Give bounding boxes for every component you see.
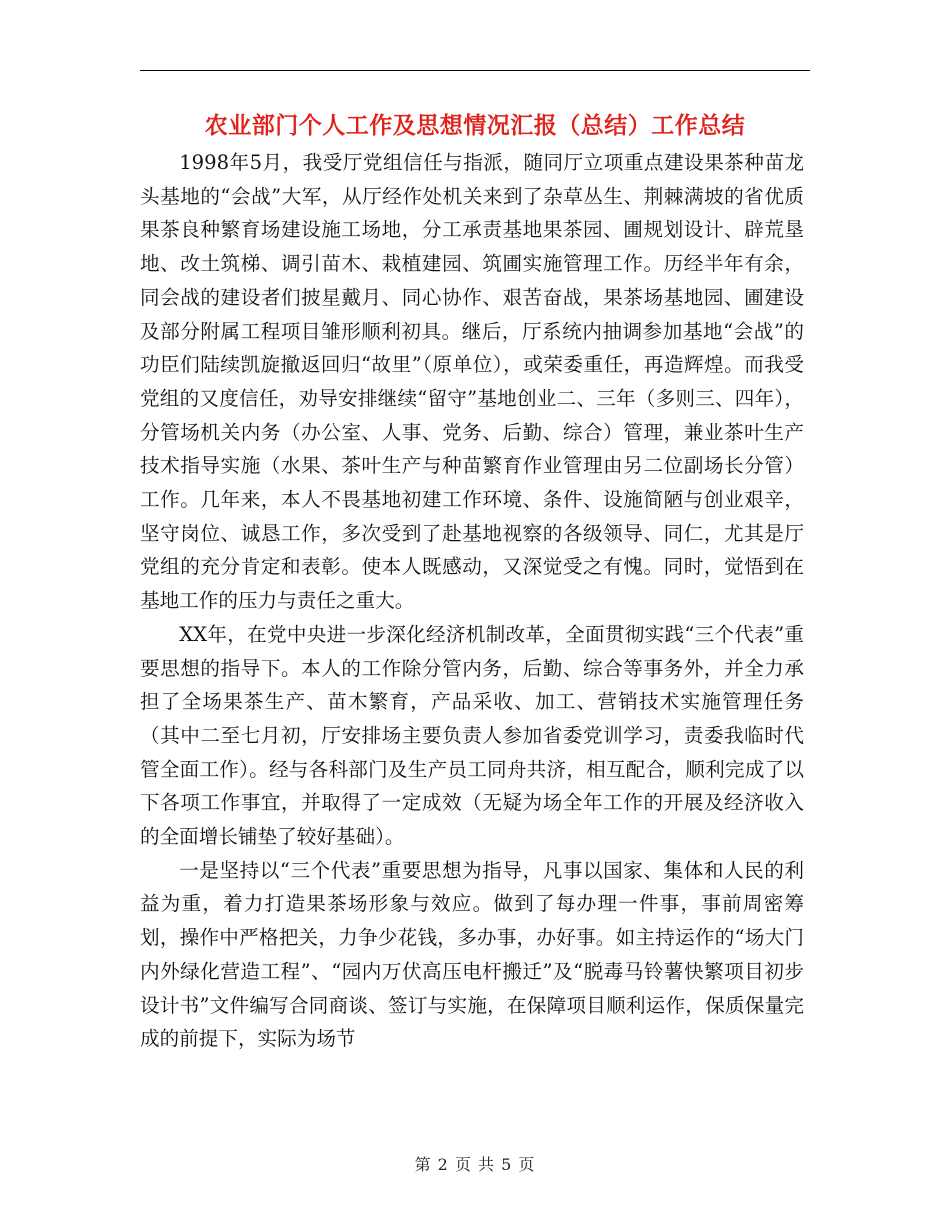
paragraph-2: XX年，在党中央进一步深化经济机制改革，全面贯彻实践“三个代表”重要思想的指导下。本人的工作除分管内务，后勤、综合等事务外，并全力承担了全场果茶生产、苗木繁育，产品采收、加工、营销技术实施管理任务（其中二至七月初，厅安排场主要负责人参加省委党训学习，责委我临时代管全面工作）。经与各科部门及生产员工同舟共济，相互配合，顺利完成了以下各项工作事宜，并取得了一定成效（无疑为场全年工作的开展及经济收入的全面增长铺垫了较好基础）。 — [140, 622, 804, 849]
header-rule — [140, 70, 810, 71]
document-body — [140, 146, 804, 1056]
page-number-footer: 第 2 页 共 5 页 — [414, 1155, 536, 1174]
paragraph-3: 一是坚持以“三个代表”重要思想为指导，凡事以国家、集体和人民的利益为重，着力打造果茶场形象与效应。做到了每办理一件事，事前周密筹划，操作中严格把关，力争少花钱，多办事，办好事。如主持运作的“场大门内外绿化营造工程”、“园内万伏高压电杆搬迁”及“脱毒马铃薯快繁项目初步设计书”文件编写合同商谈、签订与实施，在保障项目顺利运作，保质保量完成的前提下，实际为场节 — [140, 858, 804, 1051]
document-title: 农业部门个人工作及思想情况汇报（总结）工作总结 — [204, 112, 746, 139]
paragraph-1: 1998年5月，我受厅党组信任与指派，随同厅立项重点建设果茶种苗龙头基地的“会战”大军，从厅经作处机关来到了杂草丛生、荆棘满坡的省优质果茶良种繁育场建设施工场地，分工承责基地果茶园、圃规划设计、辟荒垦地、改土筑梯、调引苗木、栽植建园、筑圃实施管理工作。历经半年有余，同会战的建设者们披星戴月、同心协作、艰苦奋战，果茶场基地园、圃建设及部分附属工程项目雏形顺利初具。继后，厅系统内抽调参加基地“会战”的功臣们陆续凯旋撤返回归“故里”（原单位），或荣委重任，再造辉煌。而我受党组的又度信任，劝导安排继续“留守”基地创业二、三年（多则三、四年），分管场机关内务（办公室、人事、党务、后勤、综合）管理，兼业茶叶生产技术指导实施（水果、茶叶生产与种苗繁育作业管理由另二位副场长分管）工作。几年来，本人不畏基地初建工作环境、条件、设施简陋与创业艰辛，坚守岗位、诚恳工作，多次受到了赴基地视察的各级领导、同仁，尤其是厅党组的充分肯定和表彰。使本人既感动，又深觉受之有愧。同时，觉悟到在基地工作的压力与责任之重大。 — [140, 151, 804, 613]
